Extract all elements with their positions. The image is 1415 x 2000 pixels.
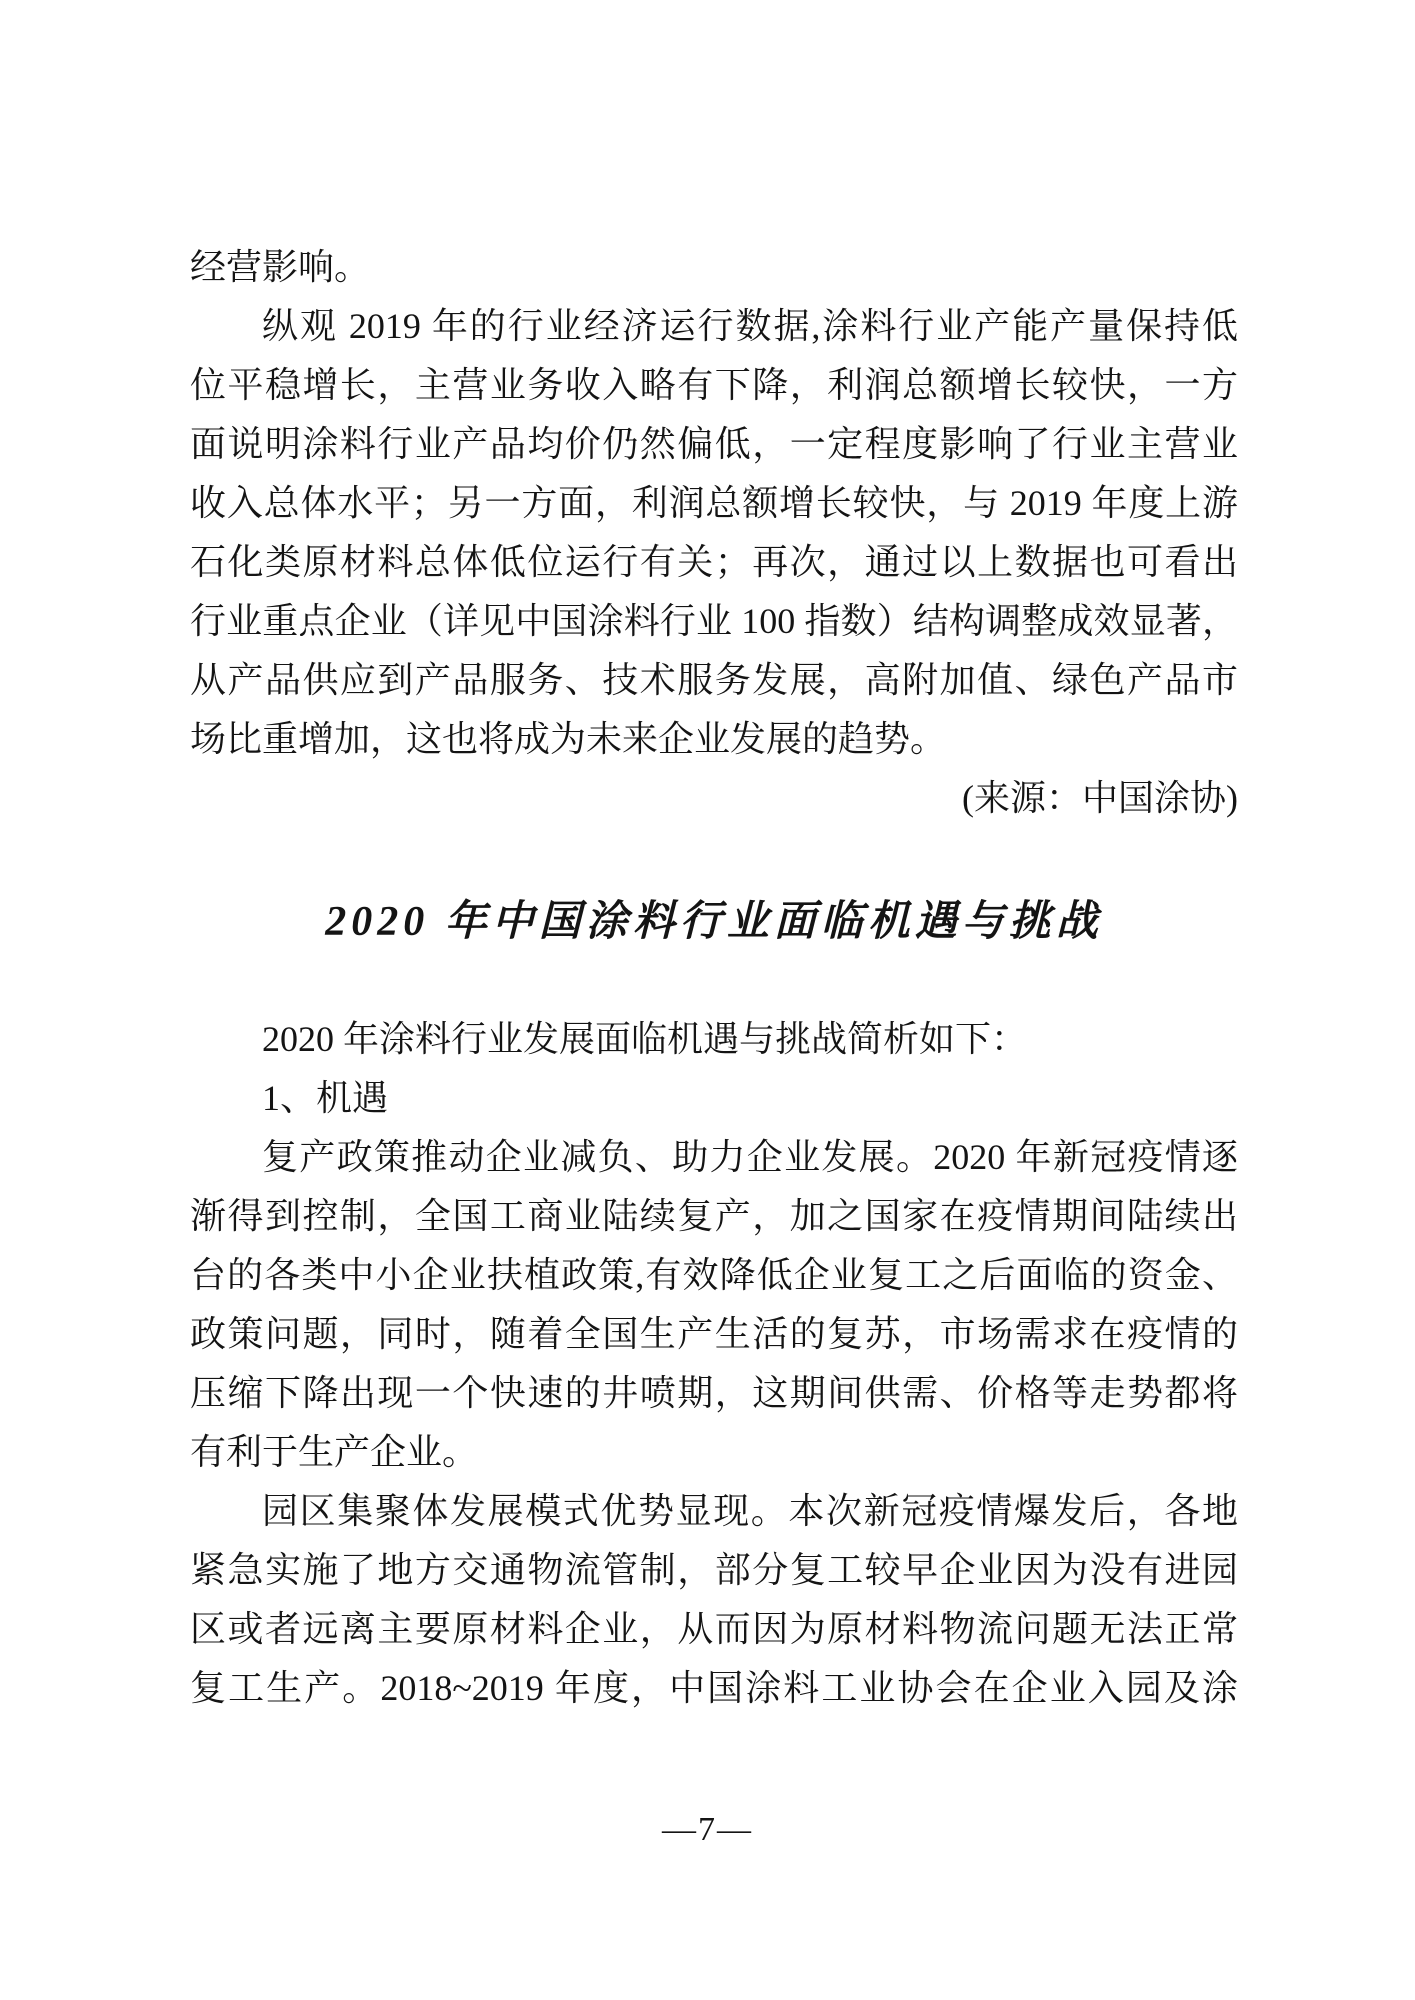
paragraph-line: 紧急实施了地方交通物流管制，部分复工较早企业因为没有进园 — [190, 1550, 1238, 1590]
paragraph-closing-line: 经营影响。 — [190, 247, 371, 287]
paragraph-line: 场比重增加，这也将成为未来企业发展的趋势。 — [190, 719, 947, 759]
paragraph-line: 园区集聚体发展模式优势显现。本次新冠疫情爆发后，各地 — [262, 1491, 1238, 1531]
paragraph-line: 台的各类中小企业扶植政策,有效降低企业复工之后面临的资金、 — [190, 1255, 1238, 1295]
paragraph-line: 有利于生产企业。 — [190, 1432, 479, 1472]
paragraph-line: 纵观 2019 年的行业经济运行数据,涂料行业产能产量保持低 — [262, 306, 1238, 346]
body-section-2020-outlook — [190, 1010, 1238, 1718]
paragraph-line: 从产品供应到产品服务、技术服务发展，高附加值、绿色产品市 — [190, 660, 1238, 700]
paragraph-line: 行业重点企业（详见中国涂料行业 100 指数）结构调整成效显著， — [190, 601, 1238, 641]
paragraph-line: 区或者远离主要原材料企业，从而因为原材料物流问题无法正常 — [190, 1609, 1238, 1649]
section-heading: 2020 年中国涂料行业面临机遇与挑战 — [325, 899, 1103, 945]
body-section-2019-review — [190, 238, 1238, 828]
paragraph-line: 复产政策推动企业减负、助力企业发展。2020 年新冠疫情逐 — [262, 1137, 1238, 1177]
paragraph-line: 复工生产。2018~2019 年度，中国涂料工业协会在企业入园及涂 — [190, 1668, 1238, 1708]
paragraph-line: 政策问题，同时，随着全国生产生活的复苏，市场需求在疫情的 — [190, 1314, 1238, 1354]
paragraph-line: 渐得到控制，全国工商业陆续复产，加之国家在疫情期间陆续出 — [190, 1196, 1238, 1236]
paragraph-line: 面说明涂料行业产品均价仍然偏低，一定程度影响了行业主营业 — [190, 424, 1238, 464]
paragraph-line: 压缩下降出现一个快速的井喷期，这期间供需、价格等走势都将 — [190, 1373, 1238, 1413]
list-item-title: 1、机遇 — [262, 1078, 389, 1118]
intro-line: 2020 年涂料行业发展面临机遇与挑战简析如下： — [262, 1019, 1028, 1059]
paragraph-line: 位平稳增长，主营业务收入略有下降，利润总额增长较快，一方 — [190, 365, 1238, 405]
source-attribution: (来源：中国涂协) — [962, 778, 1238, 818]
paragraph-line: 收入总体水平；另一方面，利润总额增长较快，与 2019 年度上游 — [190, 483, 1238, 523]
paragraph-line: 石化类原材料总体低位运行有关；再次，通过以上数据也可看出 — [190, 542, 1238, 582]
page-number: —7— — [662, 1811, 753, 1848]
